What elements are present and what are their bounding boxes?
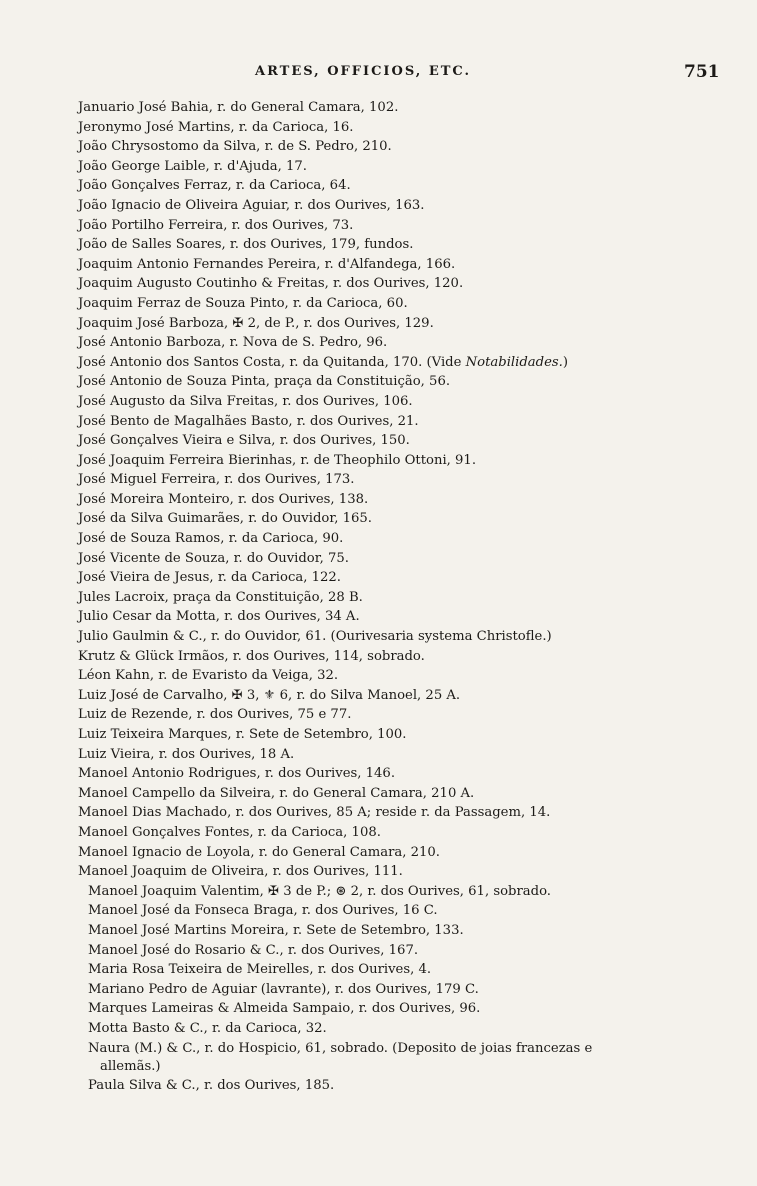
list-item: [78, 1076, 738, 1096]
list-item: [78, 745, 738, 765]
entry-text: Julio Gaulmin & C., r. do Ouvidor, 61. (Ourivesaria systema Christofle.): [78, 629, 552, 645]
list-item: [78, 941, 738, 961]
entry-text: Marques Lameiras & Almeida Sampaio, r. dos Ourives, 96.: [88, 1001, 481, 1017]
entry-text: João Gonçalves Ferraz, r. da Carioca, 64.: [78, 178, 351, 194]
entry-text: José Miguel Ferreira, r. dos Ourives, 173.: [78, 472, 355, 488]
list-item: [78, 705, 738, 725]
page-number: 751: [684, 62, 720, 82]
entry-text: Jules Lacroix, praça da Constituição, 28 B.: [78, 589, 363, 605]
list-item: [78, 216, 738, 236]
entry-text: João Ignacio de Oliveira Aguiar, r. dos Ourives, 163.: [78, 197, 425, 213]
list-item: [78, 372, 738, 392]
entry-text: Manoel Joaquim de Oliveira, r. dos Ourives, 111.: [78, 864, 403, 880]
entry-text: Léon Kahn, r. de Evaristo da Veiga, 32.: [78, 668, 339, 684]
entry-text: Manoel José da Fonseca Braga, r. dos Ourives, 16 C.: [88, 903, 438, 919]
entry-text: Manoel Antonio Rodrigues, r. dos Ourives, 146.: [78, 766, 396, 782]
list-item: [78, 666, 738, 686]
entry-text: Julio Cesar da Motta, r. dos Ourives, 34 A.: [78, 609, 360, 625]
entry-text: Joaquim Antonio Fernandes Pereira, r. d'Alfandega, 166.: [78, 256, 456, 272]
entry-text: João Chrysostomo da Silva, r. de S. Pedro, 210.: [78, 139, 392, 155]
running-title: ARTES, OFFICIOS, ETC.: [255, 64, 472, 79]
list-item: [78, 490, 738, 510]
list-item: [78, 607, 738, 627]
list-item: [78, 803, 738, 823]
entry-text: José Augusto da Silva Freitas, r. dos Ourives, 106.: [78, 393, 413, 409]
list-item: [78, 196, 738, 216]
list-item: [78, 392, 738, 412]
entry-text: João Portilho Ferreira, r. dos Ourives, 73.: [78, 217, 354, 233]
entry-text: José Antonio de Souza Pinta, praça da Constituição, 56.: [78, 374, 451, 390]
list-item: [78, 1039, 738, 1059]
list-item: [78, 901, 738, 921]
entry-text: Joaquim José Barboza, ✠ 2, de P., r. dos Ourives, 129.: [78, 315, 434, 331]
list-item: [78, 314, 738, 334]
list-item: [78, 764, 738, 784]
entry-closing: ): [562, 354, 569, 370]
list-item: [78, 1019, 738, 1039]
list-item: [78, 509, 738, 529]
list-item: [78, 118, 738, 138]
list-item: [78, 176, 738, 196]
entry-text: João George Laible, r. d'Ajuda, 17.: [78, 158, 307, 174]
entry-text: Manoel Gonçalves Fontes, r. da Carioca, 108.: [78, 824, 381, 840]
entry-text: Luiz Teixeira Marques, r. Sete de Setembro, 100.: [78, 727, 407, 742]
list-item: [78, 627, 738, 647]
list-item: [78, 862, 738, 882]
list-item: [78, 431, 738, 451]
list-item: [78, 470, 738, 490]
entry-text: Krutz & Glück Irmãos, r. dos Ourives, 114, sobrado.: [78, 648, 425, 664]
list-item: [78, 353, 738, 373]
list-item: [78, 549, 738, 569]
list-item: [78, 451, 738, 471]
entry-text: Manoel Ignacio de Loyola, r. do General Camara, 210.: [78, 844, 440, 860]
list-item: [78, 98, 738, 118]
list-item: [78, 529, 738, 549]
entry-text: Joaquim Augusto Coutinho & Freitas, r. dos Ourives, 120.: [78, 276, 464, 292]
entry-text: José Antonio Barboza, r. Nova de S. Pedro, 96.: [78, 335, 388, 351]
entry-text: Mariano Pedro de Aguiar (lavrante), r. dos Ourives, 179 C.: [88, 981, 479, 997]
entry-text: Luiz José de Carvalho, ✠ 3, ⚜ 6, r. do Silva Manoel, 25 A.: [78, 687, 461, 703]
list-item: [78, 412, 738, 432]
entry-text: José Joaquim Ferreira Bierinhas, r. de Theophilo Ottoni, 91.: [78, 452, 477, 468]
list-item: [78, 843, 738, 863]
list-item: [78, 588, 738, 608]
entry-text: José Moreira Monteiro, r. dos Ourives, 138.: [78, 491, 369, 507]
entry-text: Maria Rosa Teixeira de Meirelles, r. dos Ourives, 4.: [88, 962, 432, 978]
entry-text: Januario José Bahia, r. do General Camara, 102.: [78, 100, 399, 115]
directory-list: [78, 98, 738, 1096]
entry-text: José Antonio dos Santos Costa, r. da Quitanda, 170. (Vide: [78, 354, 466, 370]
list-item: [78, 725, 738, 745]
entry-text: Luiz de Rezende, r. dos Ourives, 75 e 77.: [78, 707, 352, 723]
list-item: [78, 686, 738, 706]
entry-text: Manoel José Martins Moreira, r. Sete de Setembro, 133.: [88, 922, 464, 938]
entry-text: Joaquim Ferraz de Souza Pinto, r. da Carioca, 60.: [78, 295, 408, 311]
entry-text: Paula Silva & C., r. dos Ourives, 185.: [88, 1078, 335, 1094]
list-item: [78, 568, 738, 588]
entry-text: Motta Basto & C., r. da Carioca, 32.: [88, 1020, 327, 1036]
entry-text: Jeronymo José Martins, r. da Carioca, 16.: [78, 119, 354, 135]
entry-text: Manoel Joaquim Valentim, ✠ 3 de P.; ⊛ 2, r. dos Ourives, 61, sobrado.: [88, 883, 551, 899]
list-item: [78, 784, 738, 804]
entry-text: José de Souza Ramos, r. da Carioca, 90.: [78, 531, 344, 547]
entry-text: José da Silva Guimarães, r. do Ouvidor, 165.: [78, 511, 372, 527]
list-item: [78, 647, 738, 667]
entry-text: Manoel Campello da Silveira, r. do General Camara, 210 A.: [78, 785, 475, 801]
list-item: [78, 823, 738, 843]
entry-text: José Bento de Magalhães Basto, r. dos Ourives, 21.: [78, 413, 419, 429]
list-item: [78, 255, 738, 275]
list-item: [78, 882, 738, 902]
list-item: [78, 274, 738, 294]
entry-italic-note: Notabilidades.: [465, 354, 563, 370]
entry-text: José Vieira de Jesus, r. da Carioca, 122.: [78, 570, 341, 586]
entry-text: João de Salles Soares, r. dos Ourives, 179, fundos.: [78, 237, 414, 253]
list-item: [78, 235, 738, 255]
list-item: [78, 137, 738, 157]
entry-text: Manoel José do Rosario & C., r. dos Ourives, 167.: [88, 942, 419, 958]
list-item: [78, 294, 738, 314]
list-item: [78, 157, 738, 177]
list-item: [78, 921, 738, 941]
list-item: [78, 333, 738, 353]
entry-text: Manoel Dias Machado, r. dos Ourives, 85 A; reside r. da Passagem, 14.: [78, 805, 551, 821]
list-item: [78, 960, 738, 980]
page-header: [0, 64, 757, 88]
list-item-continuation: [78, 1058, 738, 1076]
entry-text: José Gonçalves Vieira e Silva, r. dos Ourives, 150.: [78, 433, 410, 449]
entry-text: allemãs.): [100, 1059, 161, 1075]
entry-text: Naura (M.) & C., r. do Hospicio, 61, sobrado. (Deposito de joias francezas e: [88, 1040, 593, 1056]
entry-text: José Vicente de Souza, r. do Ouvidor, 75.: [78, 550, 349, 566]
entry-text: Luiz Vieira, r. dos Ourives, 18 A.: [78, 746, 295, 762]
list-item: [78, 999, 738, 1019]
list-item: [78, 980, 738, 1000]
